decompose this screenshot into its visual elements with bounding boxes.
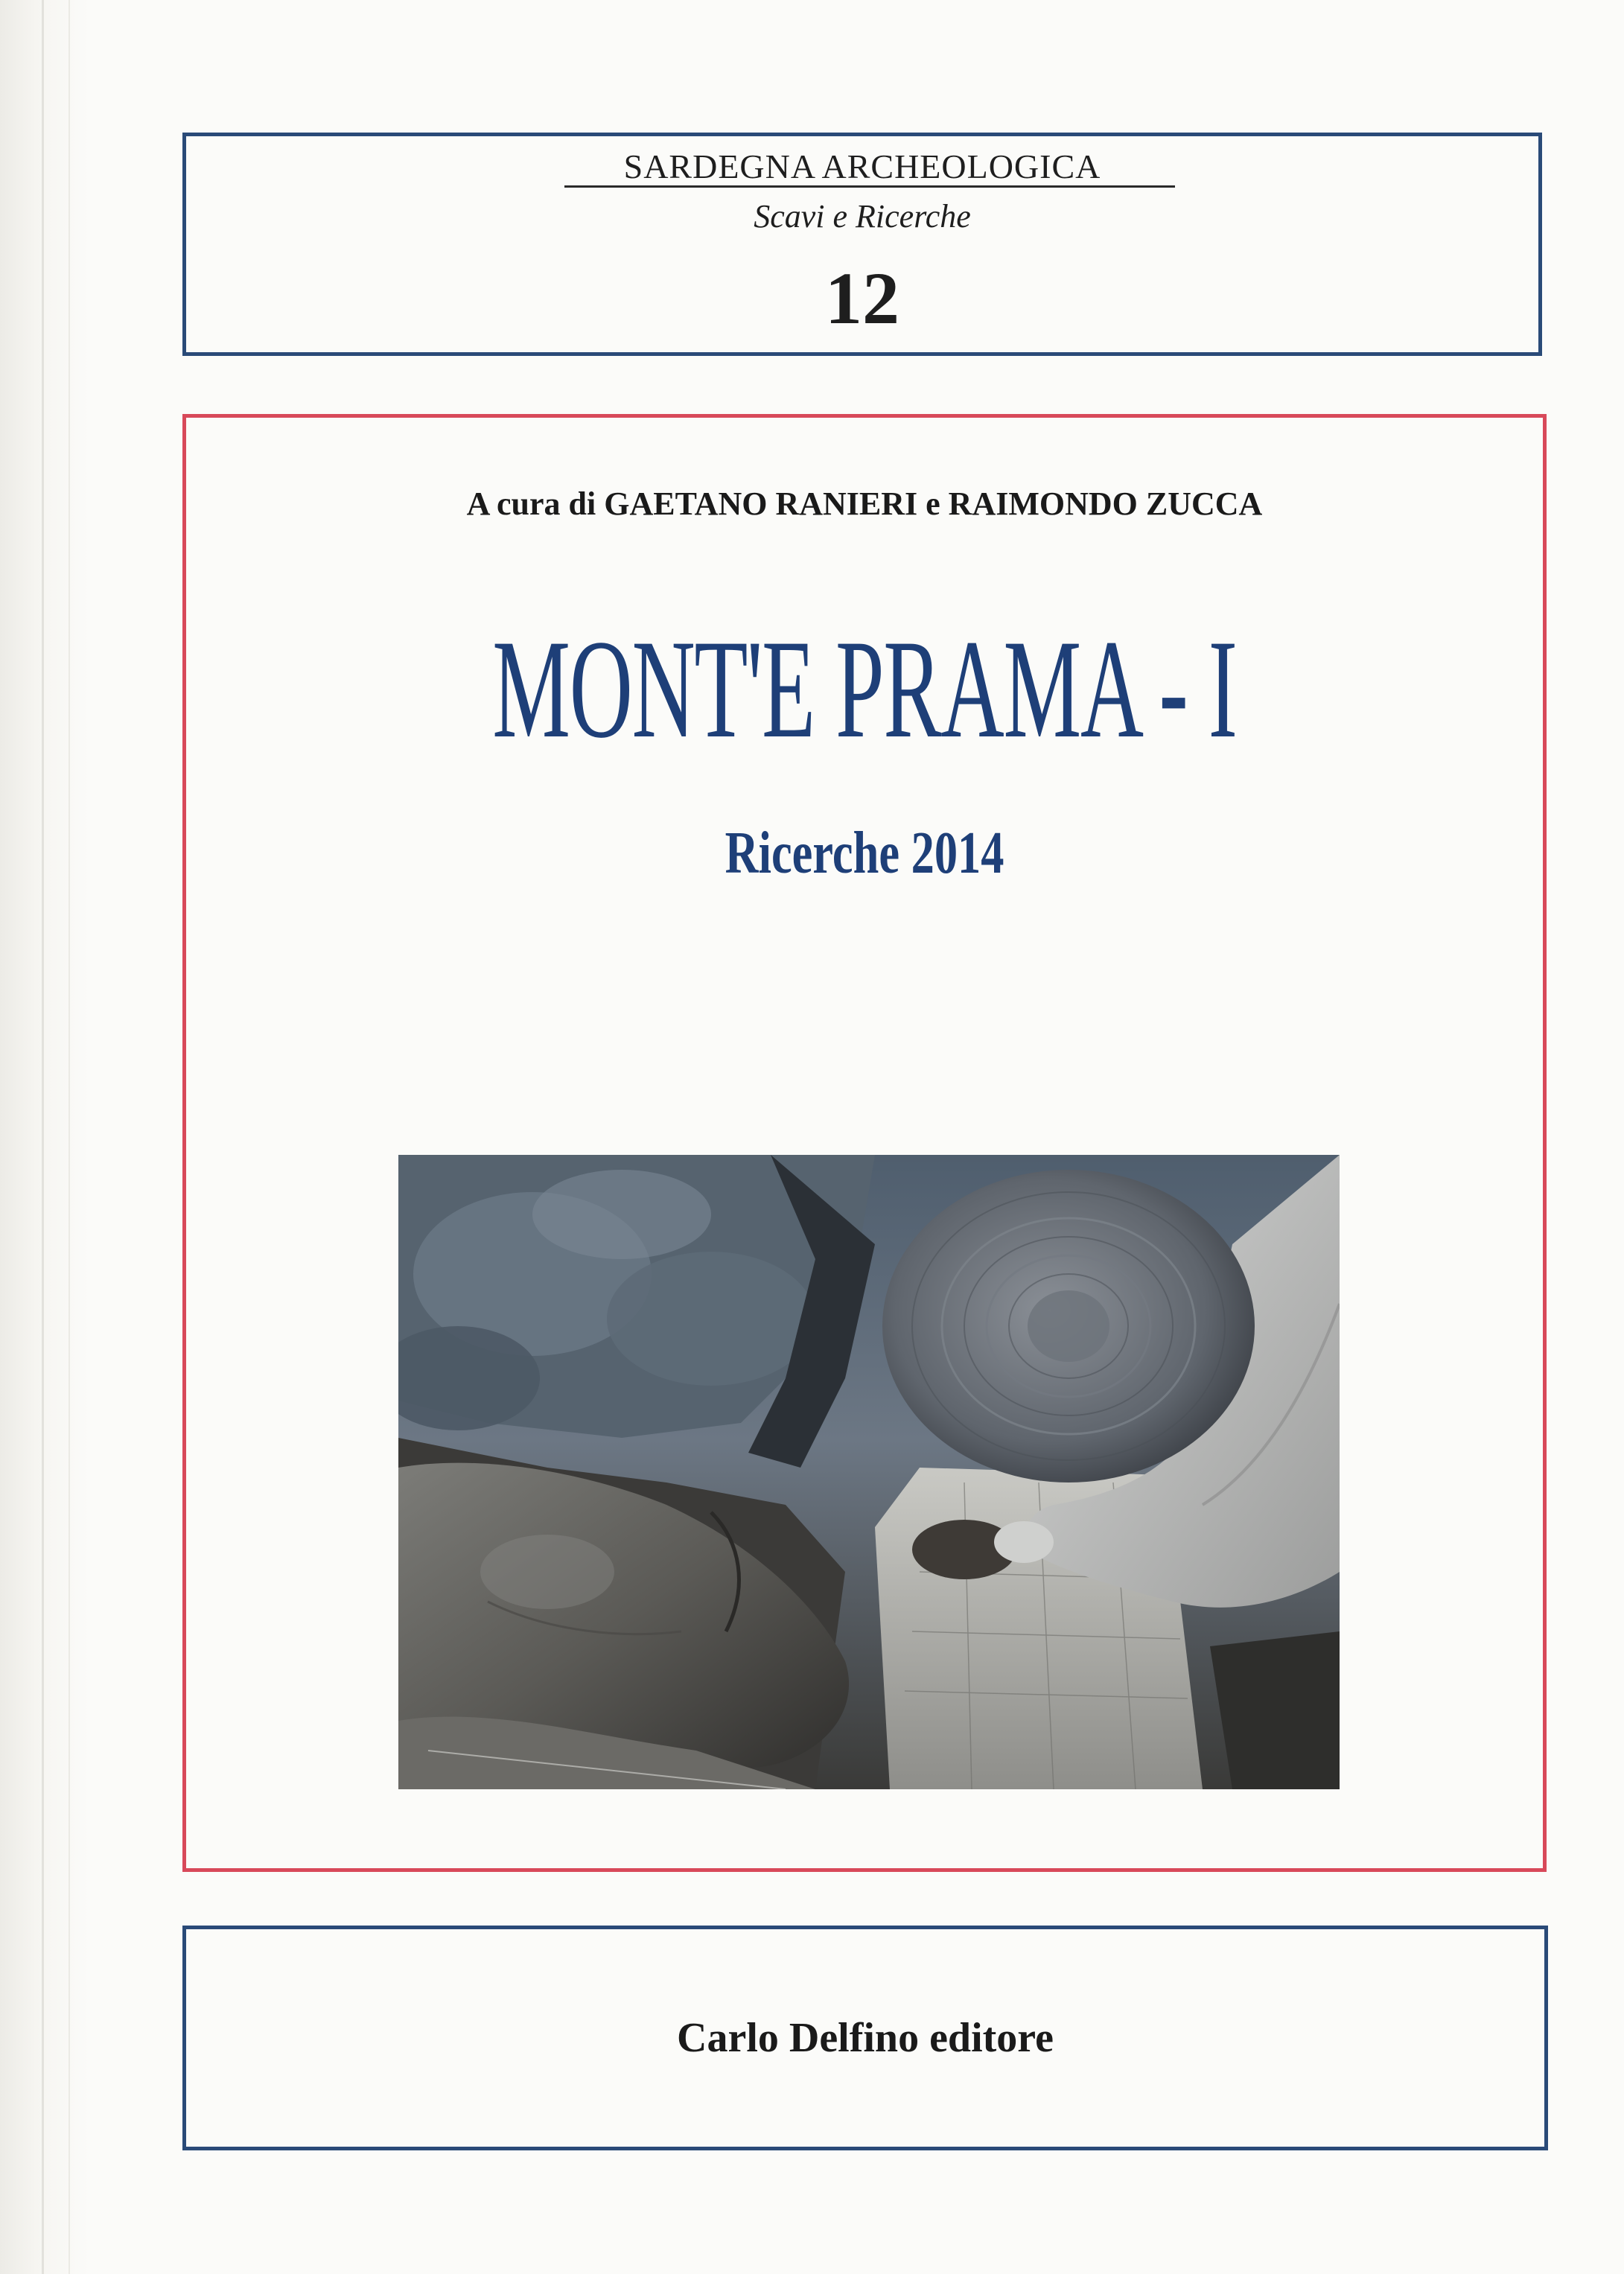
series-box — [182, 133, 1542, 356]
publisher-name: Carlo Delfino editore — [677, 2015, 1054, 2061]
cover-photo — [398, 1155, 1340, 1789]
main-title-box — [182, 414, 1547, 1872]
spine-crease — [42, 0, 44, 2274]
publisher-box — [182, 1926, 1548, 2150]
book-title: MONT'E PRAMA - I — [492, 611, 1237, 768]
spine-crease-secondary — [69, 0, 70, 2274]
series-name: SARDEGNA ARCHEOLOGICA — [623, 147, 1101, 185]
series-subtitle: Scavi e Ricerche — [754, 198, 971, 235]
series-number: 12 — [825, 257, 899, 340]
editors-line: A cura di GAETANO RANIERI e RAIMONDO ZUCCA — [466, 485, 1263, 522]
series-rule — [564, 185, 1175, 188]
cover-photo-image — [398, 1155, 1340, 1789]
spine-shadow — [0, 0, 89, 2274]
book-subtitle: Ricerche 2014 — [725, 821, 1004, 886]
